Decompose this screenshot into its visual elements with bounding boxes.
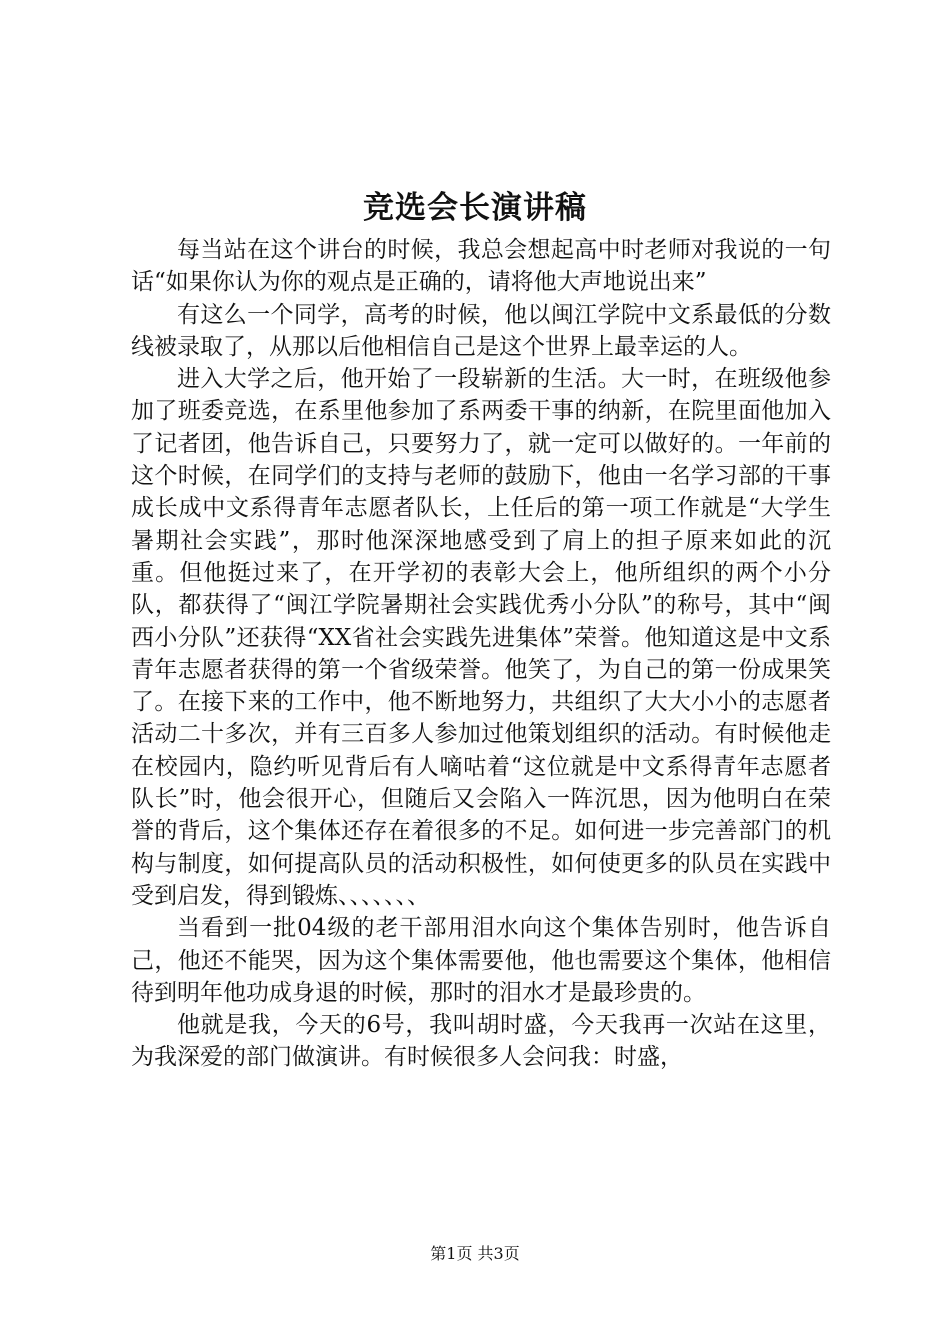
- paragraph-5: 他就是我，今天的6号，我叫胡时盛，今天我再一次站在这里，为我深爱的部门做演讲。有时候很多人会问我：时盛，: [131, 1012, 831, 1071]
- document-body: [131, 234, 831, 1074]
- paragraph-4: 当看到一批04级的老干部用泪水向这个集体告别时，他告诉自己，他还不能哭，因为这个集体需要他，他也需要这个集体，他相信待到明年他功成身退的时候，那时的泪水才是最珍贵的。: [131, 915, 831, 1006]
- paragraph-3: 进入大学之后，他开始了一段崭新的生活。大一时，在班级他参加了班委竞选，在系里他参加了系两委干事的纳新，在院里面他加入了记者团，他告诉自己，只要努力了，就一定可以做好的。一年前的这个时候，在同学们的支持与老师的鼓励下，他由一名学习部的干事成长成中文系得青年志愿者队长，上任后的第一项工作就是“大学生暑期社会实践”，那时他深深地感受到了肩上的担子原来如此的沉重。但他挺过来了，在开学初的表彰大会上，他所组织的两个小分队，都获得了“闽江学院暑期社会实践优秀小分队”的称号，其中“闽西小分队”还获得“XX省社会实践先进集体”荣誉。他知道这是中文系青年志愿者获得的第一个省级荣誉。他笑了，为自己的第一份成果笑了。在接下来的工作中，他不断地努力，共组织了大大小小的志愿者活动二十多次，并有三百多人参加过他策划组织的活动。有时候他走在校园内，隐约听见背后有人嘀咕着“这位就是中文系得青年志愿者队长”时，他会很开心，但随后又会陷入一阵沉思，因为他明白在荣誉的背后，这个集体还存在着很多的不足。如何进一步完善部门的机构与制度，如何提高队员的活动积极性，如何使更多的队员在实践中受到启发，得到锻炼、、、、、、、: [131, 366, 831, 909]
- paragraph-2: 有这么一个同学，高考的时候，他以闽江学院中文系最低的分数线被录取了，从那以后他相信自己是这个世界上最幸运的人。: [131, 301, 831, 360]
- paragraph-1: 每当站在这个讲台的时候，我总会想起高中时老师对我说的一句话“如果你认为你的观点是正确的，请将他大声地说出来”: [131, 237, 831, 296]
- page-number-footer: 第1页 共3页: [430, 1244, 520, 1263]
- document-title: 竞选会长演讲稿: [363, 190, 587, 226]
